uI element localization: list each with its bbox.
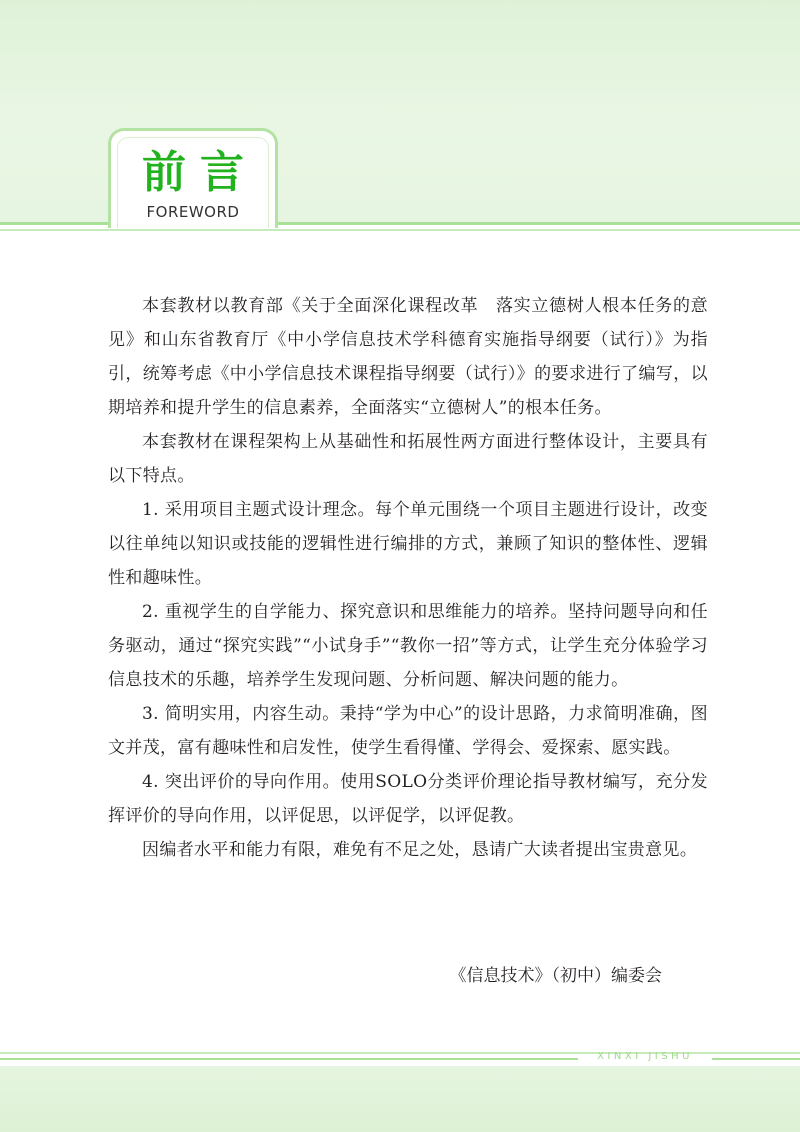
footer-divider-line-right — [712, 1058, 800, 1060]
header-divider-line-thin — [0, 229, 800, 231]
chapter-title-tab — [108, 128, 278, 228]
footer-divider-line-left — [0, 1058, 578, 1060]
footer-band — [0, 1066, 800, 1132]
paragraph-features-intro: 本套教材在课程架构上从基础性和拓展性两方面进行整体设计，主要具有以下特点。 — [108, 432, 708, 486]
signature: 《信息技术》（初中）编委会 — [449, 966, 662, 986]
paragraph-feature-2: 2. 重视学生的自学能力、探究意识和思维能力的培养。坚持问题导向和任务驱动，通过“探究实践”“小试身手”“教你一招”等方式，让学生充分体验学习信息技术的乐趣，培养学生发现问题、分析问题、解决问题的能力。 — [108, 602, 708, 690]
paragraph-closing: 因编者水平和能力有限，难免有不足之处，恳请广大读者提出宝贵意见。 — [142, 840, 698, 860]
paragraph-intro: 本套教材以教育部《关于全面深化课程改革 落实立德树人根本任务的意见》和山东省教育厅《中小学信息技术学科德育实施指导纲要（试行）》为指引，统筹考虑《中小学信息技术课程指导纲要（试行）》的要求进行了编写，以期培养和提升学生的信息素养，全面落实“立德树人”的根本任务。 — [108, 296, 708, 418]
paragraph-feature-4: 4. 突出评价的导向作用。使用SOLO分类评价理论指导教材编写，充分发挥评价的导向作用，以评促思，以评促学，以评促教。 — [108, 772, 708, 826]
foreword-body — [108, 289, 708, 867]
page-title: 前言 — [142, 147, 258, 198]
paragraph-feature-1: 1. 采用项目主题式设计理念。每个单元围绕一个项目主题进行设计，改变以往单纯以知识或技能的逻辑性进行编排的方式，兼顾了知识的整体性、逻辑性和趣味性。 — [108, 500, 708, 588]
paragraph-feature-3: 3. 简明实用，内容生动。秉持“学为中心”的设计思路，力求简明准确，图文并茂，富有趣味性和启发性，使学生看得懂、学得会、爱探索、愿实践。 — [108, 704, 708, 758]
footer-series-label: XINXI JISHU — [597, 1051, 693, 1062]
page-subtitle: FOREWORD — [146, 203, 240, 221]
